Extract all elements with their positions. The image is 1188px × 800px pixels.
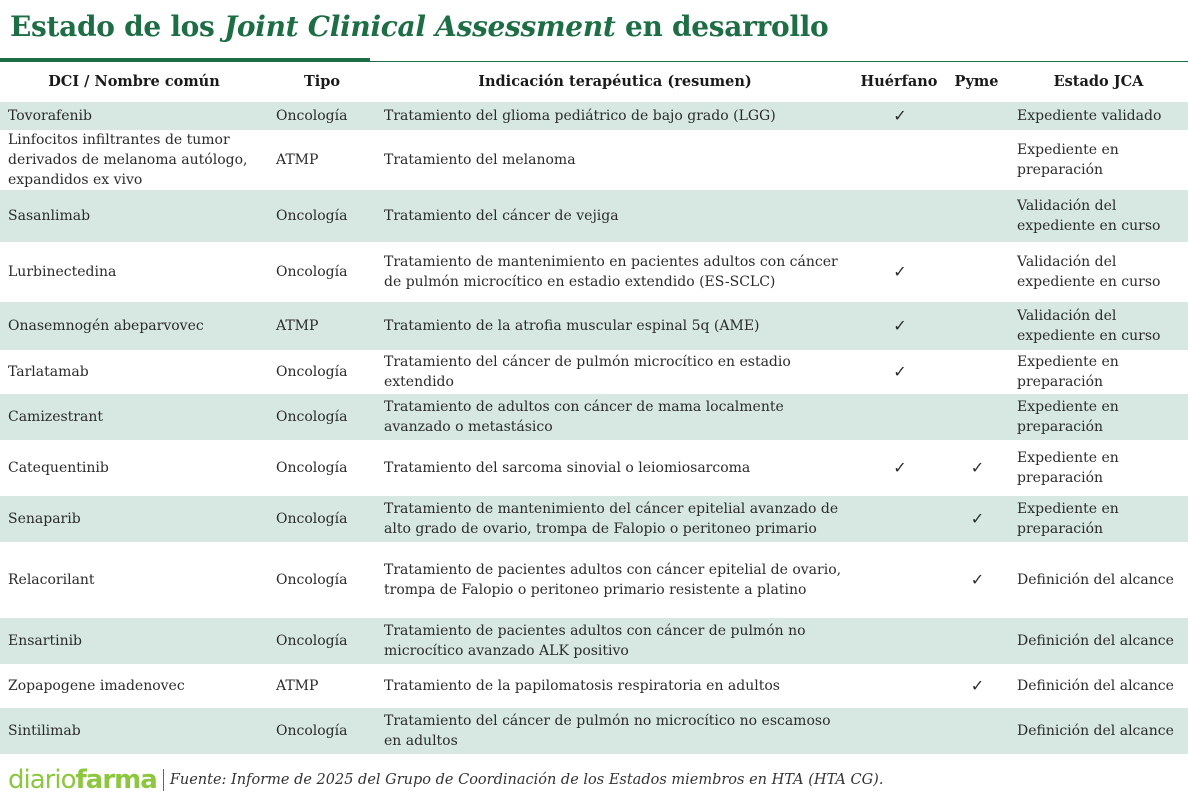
cell-dci: Onasemnogén abeparvovec bbox=[0, 302, 268, 350]
cell-pyme bbox=[944, 708, 1009, 754]
cell-estado: Definición del alcance bbox=[1009, 618, 1188, 664]
cell-huerfano: ✓ bbox=[893, 458, 907, 477]
table-row bbox=[0, 102, 1188, 130]
footer-divider bbox=[163, 769, 164, 791]
cell-pyme bbox=[944, 350, 1009, 394]
cell-pyme: ✓ bbox=[944, 496, 1009, 542]
cell-pyme bbox=[944, 190, 1009, 242]
cell-dci: Linfocitos infiltrantes de tumor derivados de melanoma autólogo, expandidos ex vivo bbox=[8, 132, 248, 188]
cell-dci: Senaparib bbox=[0, 496, 268, 542]
cell-huerfano: ✓ bbox=[893, 362, 907, 381]
cell-dci: Tarlatamab bbox=[8, 364, 89, 380]
cell-huerfano bbox=[854, 542, 944, 618]
cell-tipo: ATMP bbox=[276, 152, 319, 168]
title-pre: Estado de los bbox=[10, 10, 224, 43]
page-title bbox=[10, 10, 828, 43]
cell-estado: Expediente en preparación bbox=[1017, 354, 1119, 390]
table-row bbox=[0, 664, 1188, 708]
cell-pyme bbox=[944, 394, 1009, 440]
cell-estado: Validación del expediente en curso bbox=[1009, 190, 1188, 242]
cell-estado: Definición del alcance bbox=[1009, 708, 1188, 754]
cell-tipo: Oncología bbox=[276, 572, 348, 588]
table-row bbox=[0, 708, 1188, 754]
cell-pyme bbox=[944, 302, 1009, 350]
cell-indicacion: Tratamiento del cáncer de vejiga bbox=[376, 190, 854, 242]
cell-tipo: Oncología bbox=[268, 708, 376, 754]
diariofarma-logo: diariofarma bbox=[8, 765, 157, 795]
header-dci: DCI / Nombre común bbox=[48, 73, 220, 90]
table-header-row bbox=[0, 62, 1188, 102]
cell-dci: Zopapogene imadenovec bbox=[8, 678, 185, 694]
title-italic: Joint Clinical Assessment bbox=[223, 10, 616, 43]
source-note: Fuente: Informe de 2025 del Grupo de Coordinación de los Estados miembros en HTA (HTA CG). bbox=[169, 772, 884, 788]
table-row bbox=[0, 350, 1188, 394]
cell-tipo: Oncología bbox=[268, 102, 376, 130]
cell-huerfano: ✓ bbox=[854, 302, 944, 350]
cell-pyme bbox=[944, 618, 1009, 664]
cell-indicacion: Tratamiento del cáncer de pulmón no microcítico no escamoso en adultos bbox=[376, 708, 854, 754]
cell-estado: Expediente en preparación bbox=[1017, 142, 1119, 178]
cell-dci: Relacorilant bbox=[8, 572, 95, 588]
cell-huerfano bbox=[854, 664, 944, 708]
cell-indicacion: Tratamiento de mantenimiento del cáncer epitelial avanzado de alto grado de ovario, trompa de Falopio o peritoneo primario bbox=[376, 496, 854, 542]
cell-huerfano: ✓ bbox=[893, 262, 907, 281]
table-row bbox=[0, 394, 1188, 440]
cell-estado: Validación del expediente en curso bbox=[1017, 254, 1161, 290]
header-tipo: Tipo bbox=[303, 73, 341, 90]
cell-tipo: Oncología bbox=[268, 618, 376, 664]
cell-tipo: Oncología bbox=[268, 394, 376, 440]
header-pyme: Pyme bbox=[954, 73, 999, 90]
cell-tipo: Oncología bbox=[276, 460, 348, 476]
cell-pyme: ✓ bbox=[970, 458, 985, 477]
cell-tipo: Oncología bbox=[268, 496, 376, 542]
table-row bbox=[0, 496, 1188, 542]
cell-indicacion: Tratamiento de pacientes adultos con cáncer epitelial de ovario, trompa de Falopio o peritoneo primario resistente a platino bbox=[384, 562, 842, 598]
title-post: en desarrollo bbox=[615, 10, 829, 43]
cell-tipo: Oncología bbox=[268, 190, 376, 242]
cell-indicacion: Tratamiento de la papilomatosis respiratoria en adultos bbox=[384, 678, 780, 694]
cell-dci: Tovorafenib bbox=[0, 102, 268, 130]
cell-estado: Definición del alcance bbox=[1017, 572, 1174, 588]
cell-huerfano bbox=[854, 496, 944, 542]
cell-indicacion: Tratamiento del melanoma bbox=[384, 152, 576, 168]
cell-dci: Sintilimab bbox=[0, 708, 268, 754]
table-row bbox=[0, 618, 1188, 664]
table-row bbox=[0, 130, 1188, 190]
cell-estado: Expediente en preparación bbox=[1009, 394, 1188, 440]
cell-huerfano bbox=[854, 618, 944, 664]
cell-huerfano: ✓ bbox=[854, 102, 944, 130]
cell-estado: Definición del alcance bbox=[1017, 678, 1174, 694]
cell-pyme: ✓ bbox=[970, 676, 985, 695]
cell-pyme bbox=[944, 102, 1009, 130]
footer bbox=[8, 766, 883, 794]
cell-dci: Sasanlimab bbox=[0, 190, 268, 242]
cell-indicacion: Tratamiento de mantenimiento en pacientes adultos con cáncer de pulmón microcítico en estadio extendido (ES-SCLC) bbox=[384, 254, 838, 290]
table-row bbox=[0, 440, 1188, 496]
cell-huerfano bbox=[854, 130, 944, 190]
table-row bbox=[0, 542, 1188, 618]
cell-pyme bbox=[944, 130, 1009, 190]
cell-dci: Camizestrant bbox=[0, 394, 268, 440]
cell-estado: Expediente en preparación bbox=[1009, 496, 1188, 542]
cell-indicacion: Tratamiento de pacientes adultos con cáncer de pulmón no microcítico avanzado ALK positivo bbox=[376, 618, 854, 664]
cell-tipo: ATMP bbox=[268, 302, 376, 350]
table-row bbox=[0, 190, 1188, 242]
table-row bbox=[0, 302, 1188, 350]
cell-huerfano bbox=[854, 708, 944, 754]
cell-pyme bbox=[944, 242, 1009, 302]
cell-tipo: Oncología bbox=[276, 264, 348, 280]
cell-indicacion: Tratamiento del glioma pediátrico de bajo grado (LGG) bbox=[376, 102, 854, 130]
cell-indicacion: Tratamiento del sarcoma sinovial o leiomiosarcoma bbox=[384, 460, 751, 476]
cell-dci: Catequentinib bbox=[8, 460, 109, 476]
cell-tipo: Oncología bbox=[276, 364, 348, 380]
cell-estado: Expediente validado bbox=[1009, 102, 1188, 130]
cell-indicacion: Tratamiento de adultos con cáncer de mama localmente avanzado o metastásico bbox=[376, 394, 854, 440]
cell-dci: Ensartinib bbox=[0, 618, 268, 664]
cell-dci: Lurbinectedina bbox=[8, 264, 117, 280]
cell-huerfano bbox=[854, 394, 944, 440]
cell-indicacion: Tratamiento de la atrofia muscular espinal 5q (AME) bbox=[376, 302, 854, 350]
cell-estado: Validación del expediente en curso bbox=[1009, 302, 1188, 350]
cell-tipo: ATMP bbox=[276, 678, 319, 694]
cell-indicacion: Tratamiento del cáncer de pulmón microcítico en estadio extendido bbox=[384, 354, 791, 390]
header-indicacion: Indicación terapéutica (resumen) bbox=[478, 73, 752, 90]
cell-estado: Expediente en preparación bbox=[1017, 450, 1119, 486]
header-estado: Estado JCA bbox=[1053, 73, 1144, 90]
header-huerfano: Huérfano bbox=[860, 73, 938, 90]
jca-table bbox=[0, 62, 1188, 754]
cell-huerfano bbox=[854, 190, 944, 242]
cell-pyme: ✓ bbox=[970, 570, 985, 589]
table-row bbox=[0, 242, 1188, 302]
